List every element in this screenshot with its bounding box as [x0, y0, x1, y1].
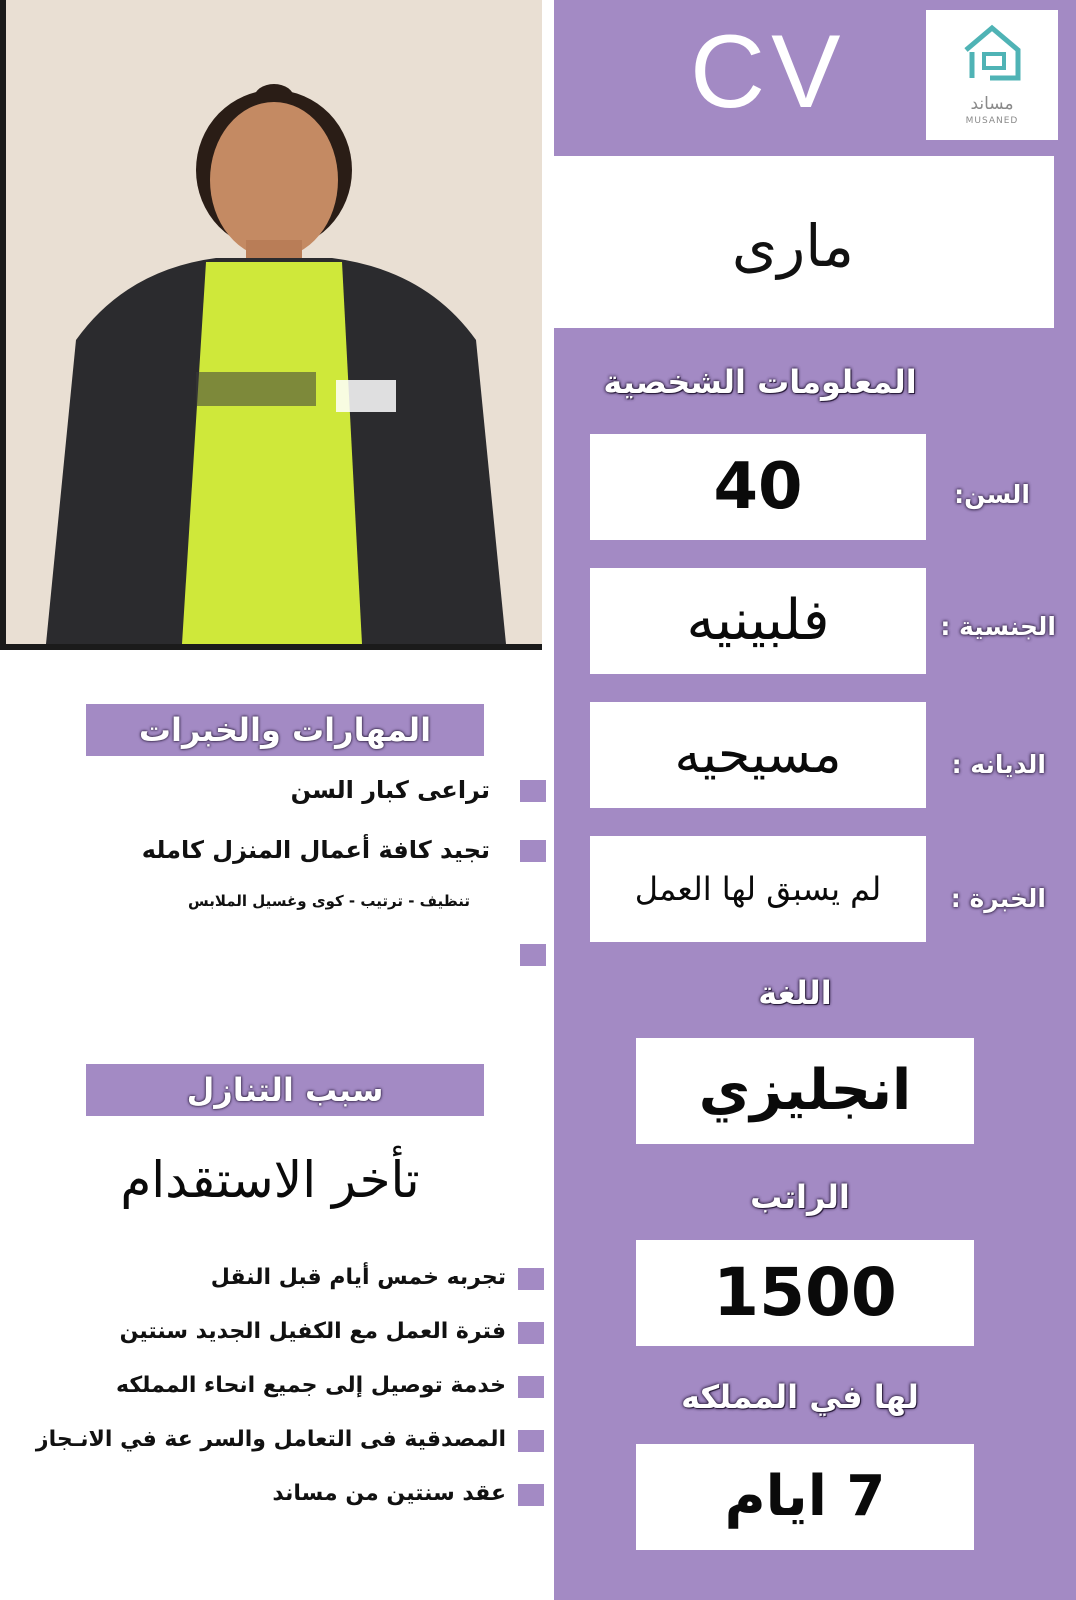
salary-heading: الراتب: [750, 1178, 850, 1216]
in-kingdom-value: 7 ايام: [724, 1464, 886, 1529]
experience-value: لم يسبق لها العمل: [634, 870, 882, 908]
musaned-logo: [926, 10, 1058, 140]
transfer-heading: سبب التنازل: [86, 1064, 484, 1116]
benefit-bullet-4: [518, 1430, 544, 1452]
skill-bullet-2: [520, 840, 546, 862]
benefit-bullet-1: [518, 1268, 544, 1290]
personal-info-heading: المعلومات الشخصية: [603, 363, 917, 401]
house-logo-icon: [960, 22, 1024, 86]
skill-item-2: تجيد كافة أعمال المنزل كامله: [141, 836, 490, 864]
benefit-item-1: تجربه خمس أيام قبل النقل: [210, 1265, 506, 1290]
benefit-bullet-2: [518, 1322, 544, 1344]
religion-value: مسيحيه: [674, 725, 842, 785]
logo-english-text: MUSANED: [965, 116, 1019, 126]
logo-arabic-text: مساند: [970, 94, 1014, 114]
in-kingdom-heading: لها في المملكه: [681, 1378, 919, 1416]
language-heading: اللغة: [758, 974, 832, 1012]
person-figure-icon: [6, 0, 542, 644]
benefit-item-4: المصدقية فى التعامل والسر عة في الانـجاز: [35, 1427, 506, 1452]
benefit-bullet-3: [518, 1376, 544, 1398]
benefit-bullet-5: [518, 1484, 544, 1506]
experience-label: الخبرة :: [950, 884, 1046, 913]
benefit-item-3: خدمة توصيل إلى جميع انحاء المملكه: [115, 1373, 506, 1398]
religion-label: الديانه :: [951, 750, 1046, 779]
skill-bullet-3: [520, 944, 546, 966]
skill-bullet-1: [520, 780, 546, 802]
transfer-reason: تأخر الاستقدام: [120, 1151, 420, 1209]
language-value: انجليزي: [698, 1058, 912, 1123]
cv-title: CV: [690, 14, 847, 130]
skill-sub-note: تنظيف - ترتيب - كوى وغسيل الملابس: [187, 892, 470, 910]
candidate-name: مارى: [731, 212, 854, 280]
salary-value: 1500: [713, 1254, 897, 1331]
skills-heading: المهارات والخبرات: [86, 704, 484, 756]
age-label: السن:: [954, 480, 1030, 509]
nationality-value: فلبينيه: [686, 588, 830, 653]
nationality-label: الجنسية :: [940, 612, 1056, 641]
benefit-item-2: فترة العمل مع الكفيل الجديد سنتين: [119, 1319, 506, 1344]
benefit-item-5: عقد سنتين من مساند: [272, 1481, 506, 1506]
candidate-photo: [0, 0, 542, 650]
skill-item-1: تراعى كبار السن: [290, 776, 490, 804]
age-value: 40: [713, 450, 803, 524]
